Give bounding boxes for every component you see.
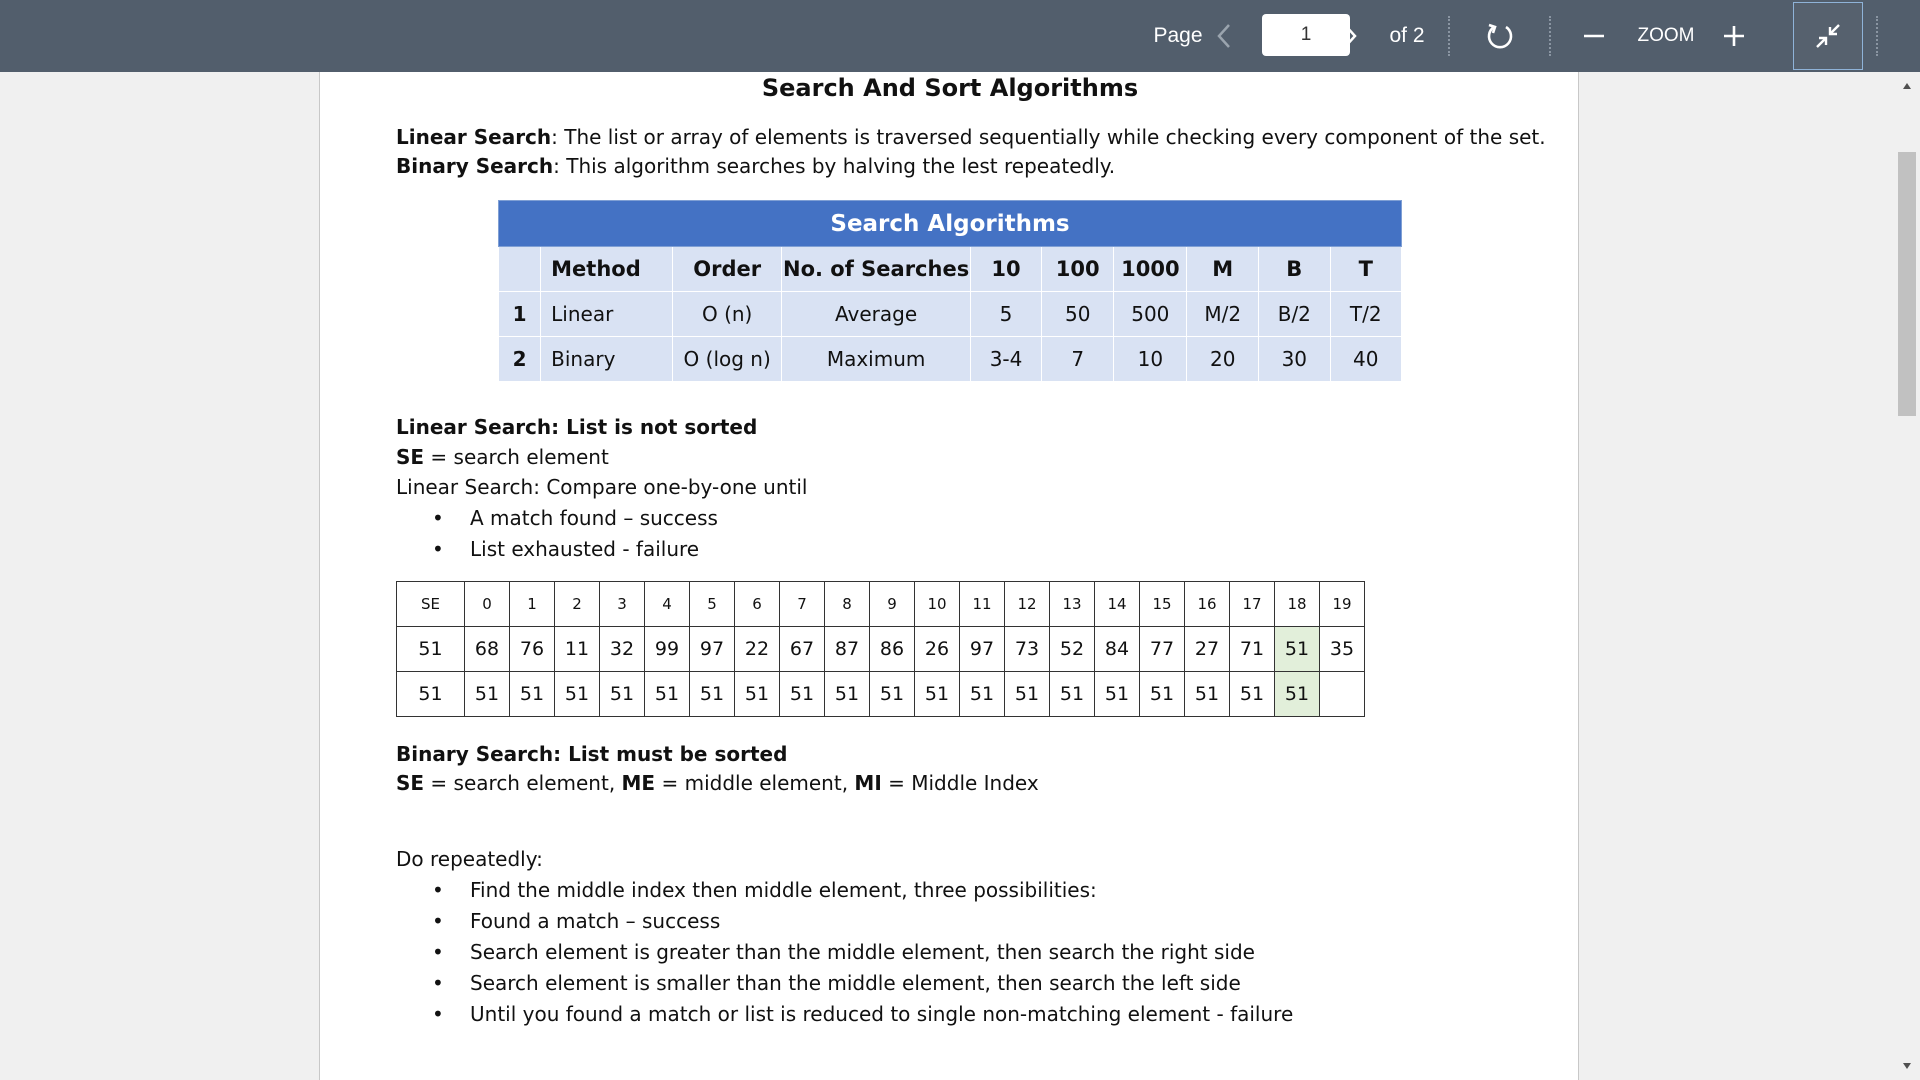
- array-cell: 51: [465, 672, 510, 717]
- intro-linear: Linear Search: The list or array of elements is traversed sequentially while checking every component of the set.: [396, 125, 1546, 149]
- table-header-cell: B: [1259, 247, 1330, 292]
- scrollbar-thumb[interactable]: [1898, 152, 1916, 416]
- array-cell: 16: [1185, 582, 1230, 627]
- minus-icon: [1582, 24, 1606, 48]
- table-cell: B/2: [1259, 292, 1330, 337]
- toolbar-separator: [1448, 16, 1450, 56]
- linear-search-array-table: [396, 581, 1365, 717]
- table-row: [499, 292, 1402, 337]
- page-label: Page: [1153, 24, 1203, 47]
- table-cell: 5: [970, 292, 1041, 337]
- array-cell: 51: [1185, 672, 1230, 717]
- array-cell: 13: [1050, 582, 1095, 627]
- table-cell: Maximum: [782, 337, 971, 382]
- scroll-down-arrow[interactable]: [1894, 1056, 1920, 1076]
- array-cell: 77: [1140, 627, 1185, 672]
- table-cell: M/2: [1187, 292, 1259, 337]
- zoom-out-button[interactable]: [1572, 0, 1616, 72]
- list-item: • A match found – success: [470, 503, 718, 533]
- table-header-cell: [499, 247, 541, 292]
- array-cell: 11: [555, 627, 600, 672]
- table-cell: O (n): [673, 292, 782, 337]
- array-cell: 51: [555, 672, 600, 717]
- table-cell: 40: [1330, 337, 1401, 382]
- document-title: Search And Sort Algorithms: [761, 74, 1139, 102]
- toolbar-separator: [1549, 16, 1551, 56]
- zoom-in-button[interactable]: [1712, 0, 1756, 72]
- chevron-right-icon: [1341, 23, 1359, 49]
- array-cell: 51: [825, 672, 870, 717]
- table-header-cell: 100: [1042, 247, 1114, 292]
- array-cell: 73: [1005, 627, 1050, 672]
- table-header-row: [499, 247, 1402, 292]
- array-cell: 99: [645, 627, 690, 672]
- zoom-label: ZOOM: [1637, 25, 1695, 46]
- table-header-cell: Method: [541, 247, 673, 292]
- array-cell: 22: [735, 627, 780, 672]
- do-repeatedly-text: Do repeatedly:: [396, 847, 543, 871]
- search-algorithms-table: [498, 200, 1402, 382]
- exit-fullscreen-button[interactable]: [1793, 2, 1863, 70]
- array-cell: 35: [1320, 627, 1365, 672]
- table-cell: 20: [1187, 337, 1259, 382]
- array-cell: 15: [1140, 582, 1185, 627]
- vertical-scrollbar[interactable]: [1894, 72, 1920, 1080]
- table-header-cell: M: [1187, 247, 1259, 292]
- array-cell: 68: [465, 627, 510, 672]
- array-cell: 19: [1320, 582, 1365, 627]
- array-cell: 67: [780, 627, 825, 672]
- array-cell: 51: [1140, 672, 1185, 717]
- triangle-up-icon: [1902, 82, 1912, 90]
- table-cell: 7: [1042, 337, 1114, 382]
- array-cell: 51: [690, 672, 735, 717]
- array-cell: 26: [915, 627, 960, 672]
- array-cell: 51: [1050, 672, 1095, 717]
- table-cell: 500: [1114, 292, 1187, 337]
- array-cell: 12: [1005, 582, 1050, 627]
- list-item: • Search element is greater than the middle element, then search the right side: [470, 937, 1255, 967]
- table-cell: Linear: [541, 292, 673, 337]
- se-definition: SE = search element: [396, 445, 609, 469]
- array-cell: 51: [397, 627, 465, 672]
- array-compare-row: [397, 672, 1365, 717]
- table-header-cell: Order: [673, 247, 782, 292]
- array-cell: 87: [825, 627, 870, 672]
- array-cell: 6: [735, 582, 780, 627]
- viewer-toolbar: [0, 0, 1920, 72]
- array-cell: 7: [780, 582, 825, 627]
- next-page-button[interactable]: [1328, 0, 1372, 72]
- array-values-row: [397, 627, 1365, 672]
- linear-heading: Linear Search: List is not sorted: [396, 415, 758, 439]
- array-cell: 17: [1230, 582, 1275, 627]
- table-header-cell: 10: [970, 247, 1041, 292]
- table-cell: O (log n): [673, 337, 782, 382]
- rotate-icon: [1485, 21, 1515, 51]
- array-cell: 76: [510, 627, 555, 672]
- table-cell: 2: [499, 337, 541, 382]
- array-cell: 1: [510, 582, 555, 627]
- array-cell: 8: [825, 582, 870, 627]
- array-cell: 9: [870, 582, 915, 627]
- list-item: • List exhausted - failure: [470, 534, 699, 564]
- table-header-cell: No. of Searches: [782, 247, 971, 292]
- table-row: [499, 337, 1402, 382]
- exit-fullscreen-icon: [1814, 22, 1842, 50]
- array-cell: 14: [1095, 582, 1140, 627]
- array-cell: 51: [1275, 627, 1320, 672]
- array-cell: 97: [690, 627, 735, 672]
- binary-definitions: SE = search element, ME = middle element, MI = Middle Index: [396, 771, 1039, 795]
- array-cell: 51: [960, 672, 1005, 717]
- list-item: • Until you found a match or list is reduced to single non-matching element - failure: [470, 999, 1293, 1029]
- table-cell: 10: [1114, 337, 1187, 382]
- array-cell: 2: [555, 582, 600, 627]
- array-cell: SE: [397, 582, 465, 627]
- array-index-row: [397, 582, 1365, 627]
- array-cell: [1320, 672, 1365, 717]
- array-cell: 51: [645, 672, 690, 717]
- list-item: • Search element is smaller than the middle element, then search the left side: [470, 968, 1241, 998]
- chevron-left-icon: [1215, 23, 1233, 49]
- array-cell: 86: [870, 627, 915, 672]
- page-count-label: of 2: [1389, 24, 1425, 47]
- array-cell: 52: [1050, 627, 1095, 672]
- document-viewer[interactable]: [0, 72, 1920, 1080]
- table-cell: 30: [1259, 337, 1330, 382]
- array-cell: 27: [1185, 627, 1230, 672]
- table-cell: 1: [499, 292, 541, 337]
- array-cell: 51: [1275, 672, 1320, 717]
- toolbar-separator: [1876, 16, 1878, 56]
- table-header-cell: 1000: [1114, 247, 1187, 292]
- rotate-button[interactable]: [1478, 0, 1522, 72]
- array-cell: 32: [600, 627, 645, 672]
- array-cell: 51: [600, 672, 645, 717]
- array-cell: 51: [780, 672, 825, 717]
- array-cell: 51: [1005, 672, 1050, 717]
- array-cell: 71: [1230, 627, 1275, 672]
- array-cell: 51: [870, 672, 915, 717]
- array-cell: 5: [690, 582, 735, 627]
- array-cell: 0: [465, 582, 510, 627]
- linear-compare-text: Linear Search: Compare one-by-one until: [396, 475, 808, 499]
- array-cell: 84: [1095, 627, 1140, 672]
- list-item: • Find the middle index then middle element, three possibilities:: [470, 875, 1097, 905]
- table-caption: Search Algorithms: [499, 201, 1402, 247]
- array-cell: 97: [960, 627, 1005, 672]
- list-item: • Found a match – success: [470, 906, 720, 936]
- document-page: [319, 72, 1579, 1080]
- array-cell: 51: [1095, 672, 1140, 717]
- array-cell: 51: [397, 672, 465, 717]
- array-cell: 10: [915, 582, 960, 627]
- array-cell: 51: [1230, 672, 1275, 717]
- triangle-down-icon: [1902, 1062, 1912, 1070]
- table-cell: Binary: [541, 337, 673, 382]
- table-cell: Average: [782, 292, 971, 337]
- array-cell: 3: [600, 582, 645, 627]
- array-cell: 51: [510, 672, 555, 717]
- array-cell: 4: [645, 582, 690, 627]
- intro-binary: Binary Search: This algorithm searches by halving the lest repeatedly.: [396, 154, 1116, 178]
- array-cell: 18: [1275, 582, 1320, 627]
- scroll-up-arrow[interactable]: [1894, 76, 1920, 96]
- array-cell: 51: [915, 672, 960, 717]
- table-header-cell: T: [1330, 247, 1401, 292]
- array-cell: 51: [735, 672, 780, 717]
- table-cell: 3-4: [970, 337, 1041, 382]
- table-cell: T/2: [1330, 292, 1401, 337]
- binary-heading: Binary Search: List must be sorted: [396, 742, 788, 766]
- prev-page-button[interactable]: [1202, 0, 1246, 72]
- array-cell: 11: [960, 582, 1005, 627]
- table-cell: 50: [1042, 292, 1114, 337]
- plus-icon: [1722, 24, 1746, 48]
